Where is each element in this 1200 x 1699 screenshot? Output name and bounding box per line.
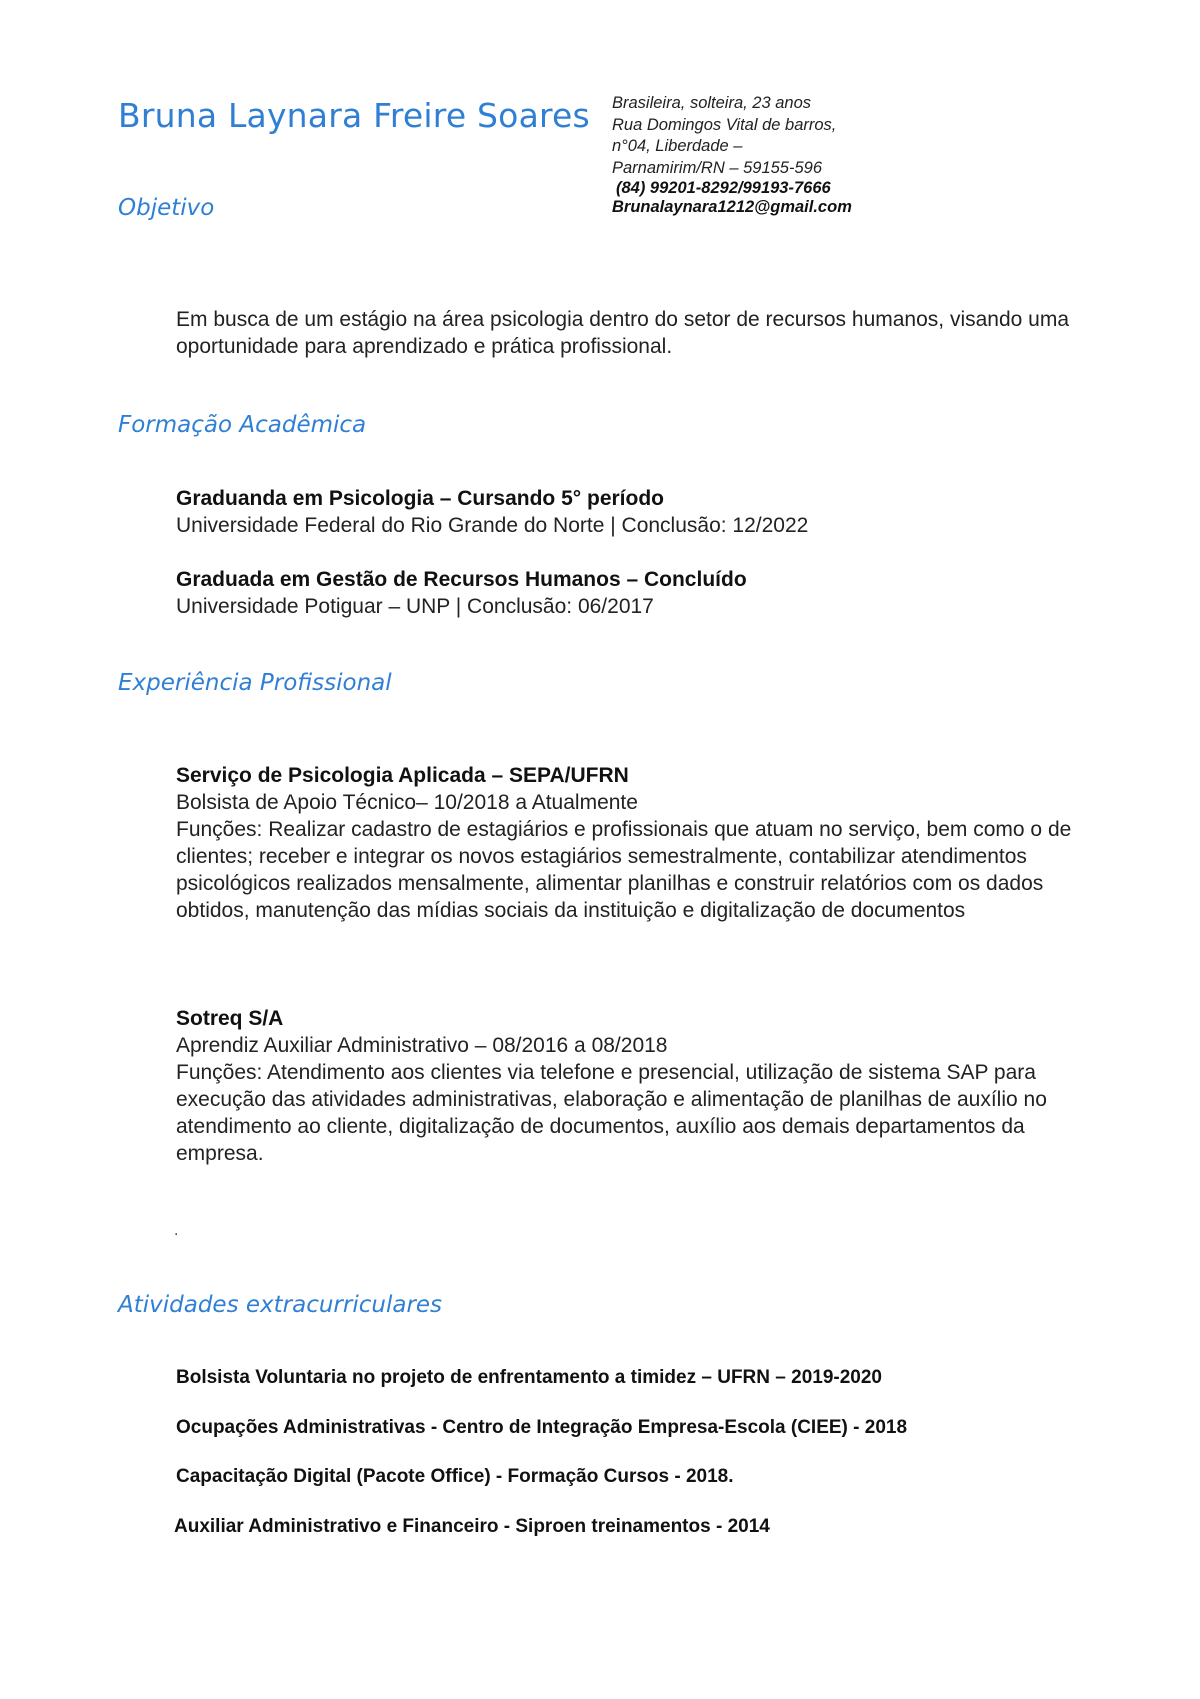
experience-role: Aprendiz Auxiliar Administrativo – 08/2016 a 08/2018 bbox=[176, 1034, 668, 1057]
section-title-activities: Atividades extracurriculares bbox=[118, 1292, 443, 1318]
section-title-education: Formação Acadêmica bbox=[118, 412, 367, 438]
experience-item bbox=[176, 1005, 1096, 1167]
section-title-objective: Objetivo bbox=[118, 195, 215, 221]
education-degree: Graduada em Gestão de Recursos Humanos – Concluído bbox=[176, 568, 747, 591]
experience-role: Bolsista de Apoio Técnico– 10/2018 a Atualmente bbox=[176, 791, 638, 814]
stray-dot: . bbox=[174, 1222, 179, 1239]
contact-line-city: Parnamirim/RN – 59155-596 bbox=[612, 158, 823, 177]
activity-item: Auxiliar Administrativo e Financeiro - Siproen treinamentos - 2014 bbox=[174, 1516, 770, 1537]
candidate-name: Bruna Laynara Freire Soares bbox=[118, 96, 590, 135]
activity-item: Ocupações Administrativas - Centro de Integração Empresa-Escola (CIEE) - 2018 bbox=[176, 1417, 908, 1438]
education-detail: Universidade Federal do Rio Grande do Norte | Conclusão: 12/2022 bbox=[176, 514, 809, 537]
experience-company: Serviço de Psicologia Aplicada – SEPA/UFRN bbox=[176, 764, 629, 787]
contact-line-district: n°04, Liberdade – bbox=[612, 137, 743, 155]
contact-phone: (84) 99201-8292/99193-7666 bbox=[616, 179, 831, 197]
objective-text: Em busca de um estágio na área psicologia dentro do setor de recursos humanos, visando uma oportunidade para aprendizado e prática profissional. bbox=[176, 308, 1070, 358]
experience-item bbox=[176, 762, 1096, 924]
experience-functions: Funções: Atendimento aos clientes via telefone e presencial, utilização de sistema SAP para execução das atividades administrativas, elaboração e alimentação de planilhas de auxílio no atendimento ao cliente, digitalização de documentos, auxílio aos demais departamentos da empresa. bbox=[176, 1061, 1047, 1165]
contact-line-street: Rua Domingos Vital de barros, bbox=[612, 115, 837, 134]
experience-company: Sotreq S/A bbox=[176, 1007, 284, 1030]
experience-functions: Funções: Realizar cadastro de estagiários e profissionais que atuam no serviço, bem como o de clientes; receber e integrar os novos estagiários semestralmente, contabilizar atendimentos psicológicos realizados mensalmente, alimentar planilhas e construir relatórios com os dados obtidos, manutenção das mídias sociais da instituição e digitalização de documentos bbox=[176, 818, 1072, 922]
contact-info bbox=[612, 93, 852, 217]
education-item bbox=[176, 485, 808, 539]
education-item bbox=[176, 566, 747, 620]
contact-line-personal: Brasileira, solteira, 23 anos bbox=[612, 94, 812, 112]
activity-item: Capacitação Digital (Pacote Office) - Formação Cursos - 2018. bbox=[176, 1466, 734, 1487]
activity-item: Bolsista Voluntaria no projeto de enfrentamento a timidez – UFRN – 2019-2020 bbox=[176, 1367, 882, 1388]
education-detail: Universidade Potiguar – UNP | Conclusão: 06/2017 bbox=[176, 595, 654, 618]
contact-email: Brunalaynara1212@gmail.com bbox=[612, 198, 852, 216]
section-title-experience: Experiência Profissional bbox=[118, 670, 392, 696]
education-degree: Graduanda em Psicologia – Cursando 5° período bbox=[176, 487, 665, 510]
